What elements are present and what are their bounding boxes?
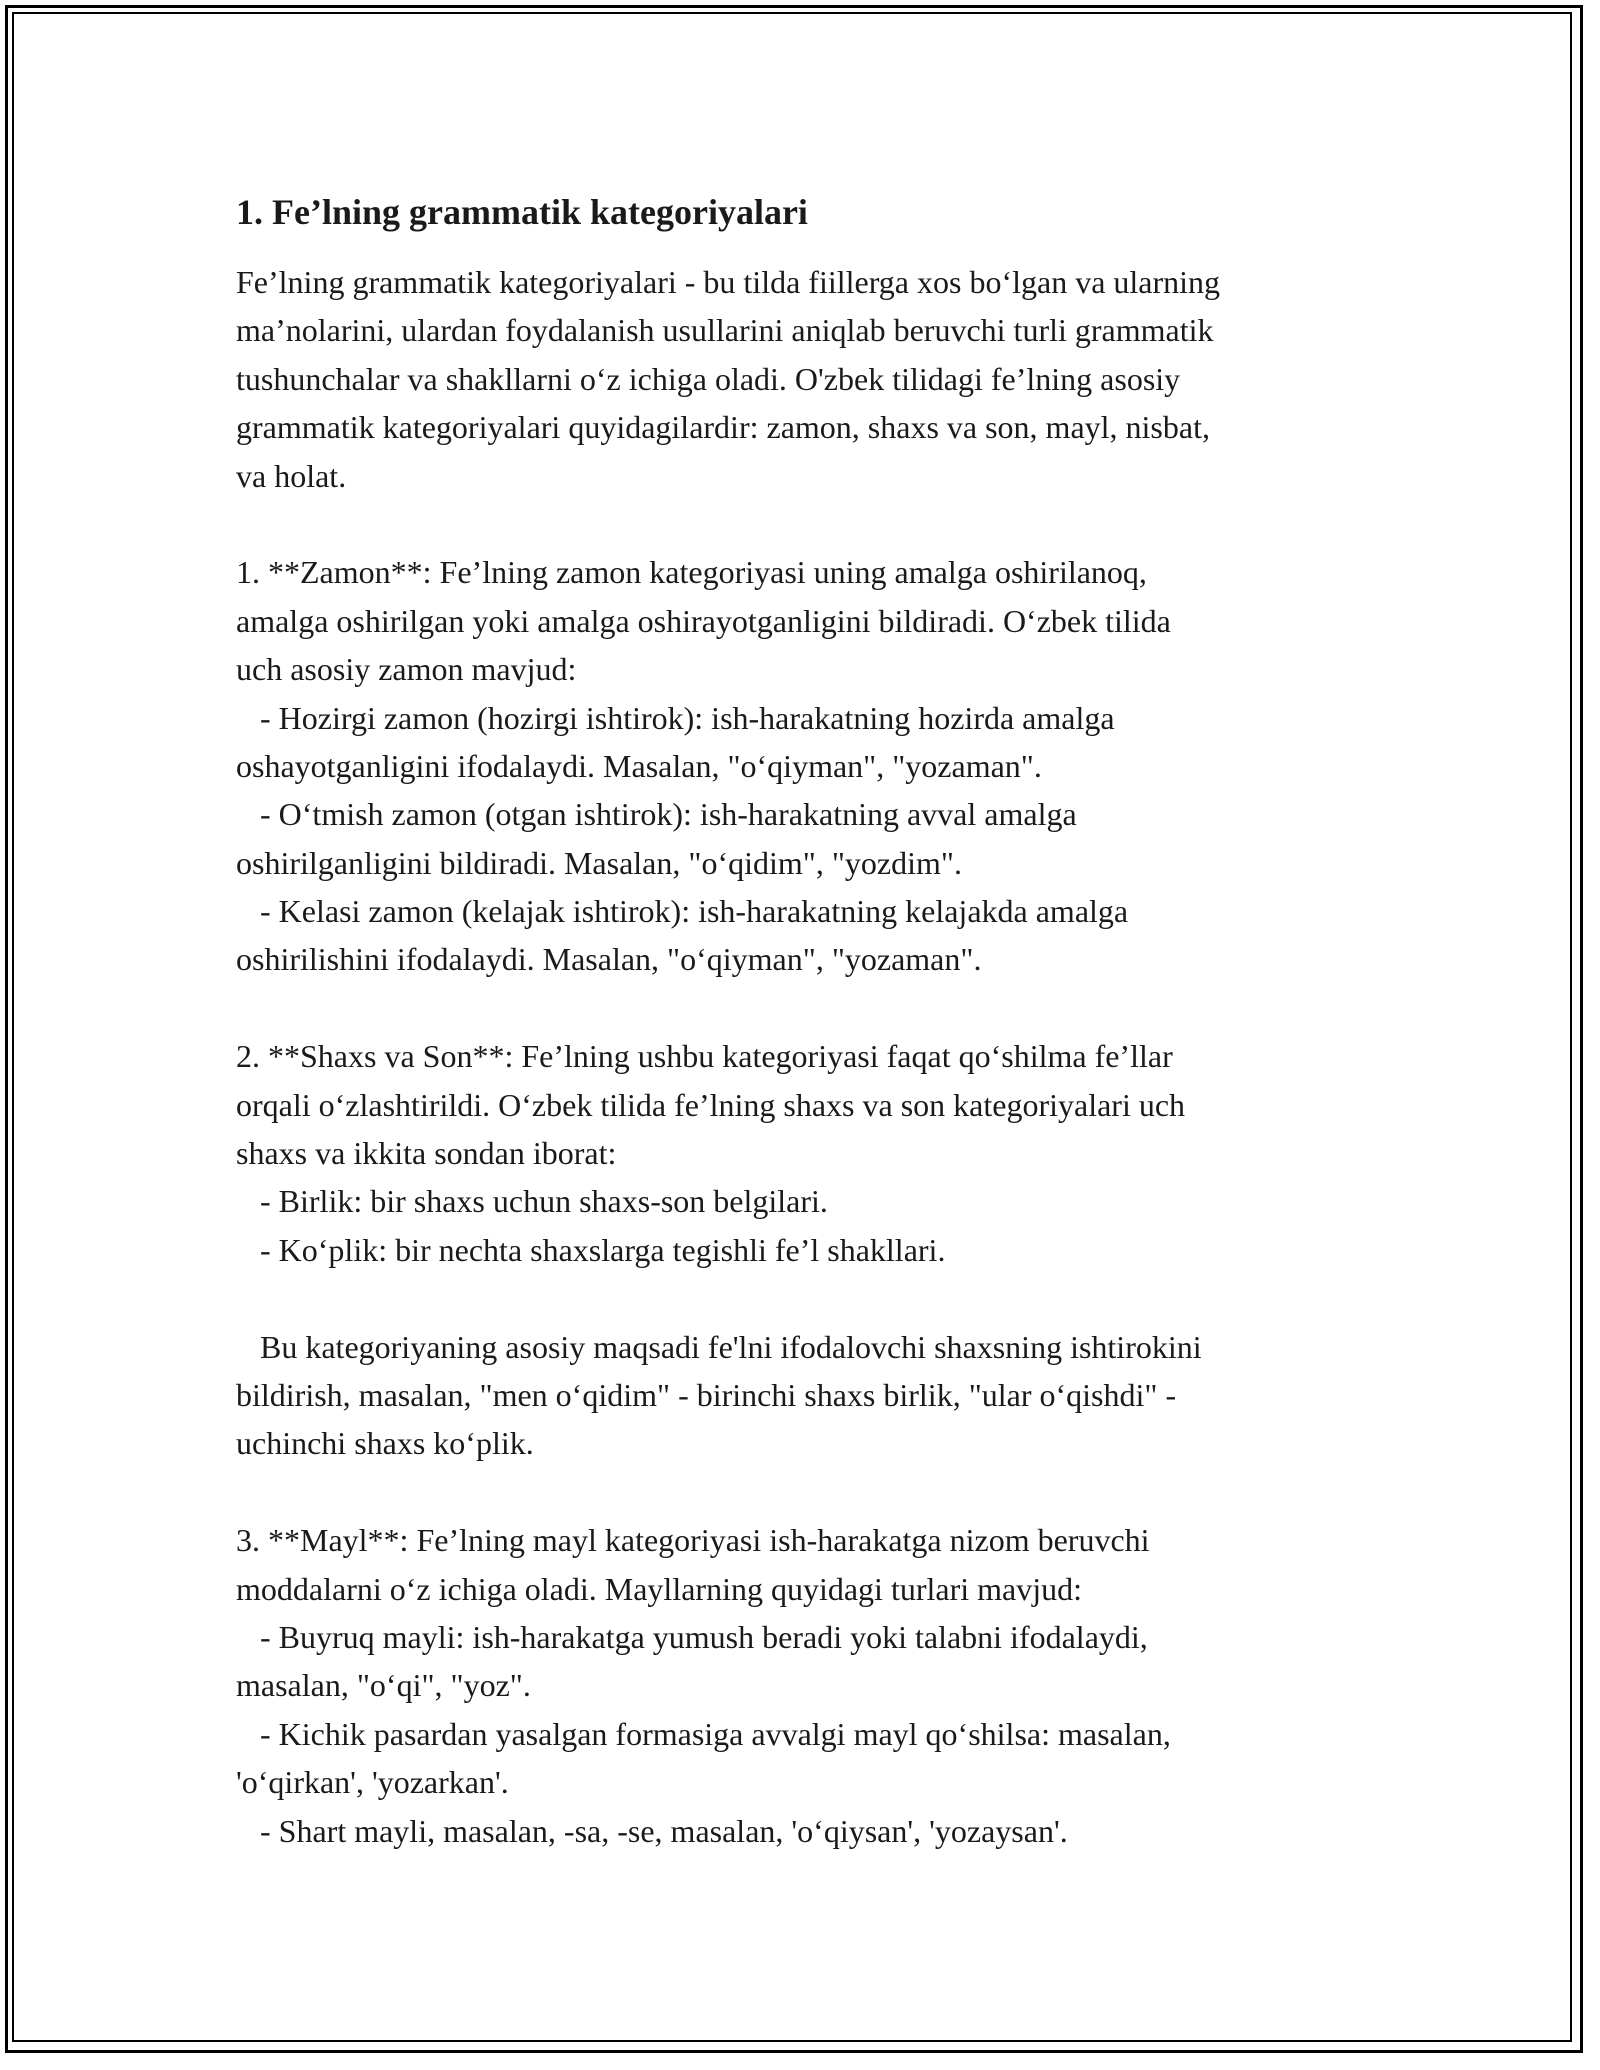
text-line: - Ko‘plik: bir nechta shaxslarga tegishli fe’l shakllari. bbox=[236, 1231, 946, 1268]
text-line: amalga oshirilgan yoki amalga oshirayotganligini bildiradi. O‘zbek tilida bbox=[236, 602, 1171, 639]
text-line: bildirish, masalan, "men o‘qidim" - birinchi shaxs birlik, "ular o‘qishdi" - bbox=[236, 1376, 1177, 1413]
paragraph bbox=[236, 1516, 1376, 1855]
paragraph bbox=[236, 258, 1376, 500]
paragraph-spacer bbox=[236, 984, 1376, 1032]
text-line: tushunchalar va shakllarni o‘z ichiga oladi. O'zbek tilidagi fe’lning asosiy bbox=[236, 360, 1181, 397]
document-title: 1. Fe’lning grammatik kategoriyalari bbox=[236, 192, 808, 232]
text-line: Fe’lning grammatik kategoriyalari - bu tilda fiillerga xos bo‘lgan va ularning bbox=[236, 264, 1221, 300]
paragraph-spacer bbox=[236, 1468, 1376, 1516]
text-line: va holat. bbox=[236, 457, 347, 494]
text-line: shaxs va ikkita sondan iborat: bbox=[236, 1135, 617, 1172]
text-line: - Kelasi zamon (kelajak ishtirok): ish-harakatning kelajakda amalga bbox=[236, 893, 1129, 930]
text-line: 'o‘qirkan', 'yozarkan'. bbox=[236, 1764, 509, 1801]
paragraph-list bbox=[236, 258, 1376, 1855]
text-line: oshayotganligini ifodalaydi. Masalan, "o‘qiyman", "yozaman". bbox=[236, 747, 1042, 784]
text-line: - Birlik: bir shaxs uchun shaxs-son belgilari. bbox=[236, 1183, 828, 1220]
text-line: - Kichik pasardan yasalgan formasiga avvalgi mayl qo‘shilsa: masalan, bbox=[236, 1715, 1171, 1752]
text-line: orqali o‘zlashtirildi. O‘zbek tilida fe’lning shaxs va son kategoriyalari uch bbox=[236, 1086, 1186, 1123]
text-line: ma’nolarini, ulardan foydalanish usullarini aniqlab beruvchi turli grammatik bbox=[236, 312, 1214, 349]
text-line: - Buyruq mayli: ish-harakatga yumush beradi yoki talabni ifodalaydi, bbox=[236, 1618, 1148, 1655]
text-line: 2. **Shaxs va Son**: Fe’lning ushbu kategoriyasi faqat qo‘shilma fe’llar bbox=[236, 1038, 1173, 1075]
paragraph-spacer bbox=[236, 500, 1376, 548]
text-line: oshirilishini ifodalaydi. Masalan, "o‘qiyman", "yozaman". bbox=[236, 941, 982, 978]
text-line: oshirilganligini bildiradi. Masalan, "o‘qidim", "yozdim". bbox=[236, 844, 962, 881]
document-body bbox=[236, 188, 1376, 1855]
paragraph bbox=[236, 1323, 1376, 1468]
text-line: - Shart mayli, masalan, -sa, -se, masalan, 'o‘qiysan', 'yozaysan'. bbox=[236, 1812, 1068, 1849]
text-line: moddalarni o‘z ichiga oladi. Mayllarning quyidagi turlari mavjud: bbox=[236, 1570, 1082, 1607]
text-line: grammatik kategoriyalari quyidagilardir: zamon, shaxs va son, mayl, nisbat, bbox=[236, 409, 1210, 446]
text-line: uchinchi shaxs ko‘plik. bbox=[236, 1425, 534, 1462]
text-line: uch asosiy zamon mavjud: bbox=[236, 651, 577, 688]
text-line: Bu kategoriyaning asosiy maqsadi fe'lni ifodalovchi shaxsning ishtirokini bbox=[236, 1328, 1202, 1365]
text-line: 3. **Mayl**: Fe’lning mayl kategoriyasi ish-harakatga nizom beruvchi bbox=[236, 1522, 1150, 1559]
paragraph-spacer bbox=[236, 1274, 1376, 1322]
text-line: masalan, "o‘qi", "yoz". bbox=[236, 1667, 531, 1704]
paragraph bbox=[236, 548, 1376, 984]
text-line: - Hozirgi zamon (hozirgi ishtirok): ish-harakatning hozirda amalga bbox=[236, 699, 1115, 736]
paragraph bbox=[236, 1032, 1376, 1274]
text-line: - O‘tmish zamon (otgan ishtirok): ish-harakatning avval amalga bbox=[236, 796, 1077, 833]
text-line: 1. **Zamon**: Fe’lning zamon kategoriyasi uning amalga oshirilanoq, bbox=[236, 554, 1147, 591]
